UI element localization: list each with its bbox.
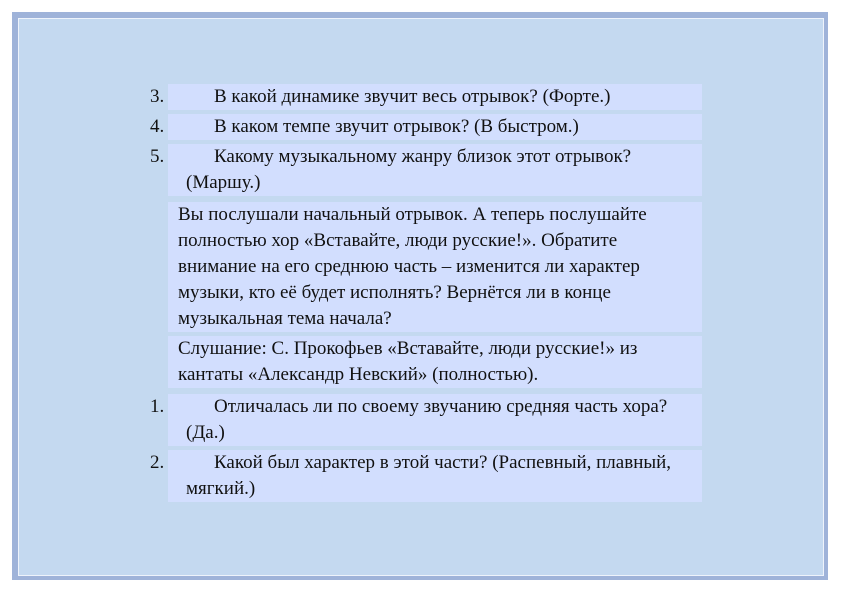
question-number: 1. [150,396,165,417]
question-text: Какой был характер в этой части? (Распевный, плавный, мягкий.) [186,452,672,499]
question-text: Какому музыкальному жанру близок этот отрывок? (Маршу.) [186,146,632,193]
intro-paragraph: Вы послушали начальный отрывок. А теперь послушайте полностью хор «Вставайте, люди русские!». Обратите внимание на его среднюю часть – изменится ли характер музыки, кто её будет исполнять? Вернётся ли в конце музыкальная тема начала? [168,202,702,332]
text-content-box [150,84,702,506]
question-text: В какой динамике звучит весь отрывок? (Форте.) [214,86,611,107]
question-item-5 [150,144,702,196]
question-number: 3. [150,86,165,107]
question-item-2 [150,450,702,502]
question-item-1 [150,394,702,446]
question-item-3 [150,84,702,110]
question-text: В каком темпе звучит отрывок? (В быстром.) [214,116,579,137]
listening-paragraph: Слушание: С. Прокофьев «Вставайте, люди русские!» из кантаты «Александр Невский» (полностью). [168,336,702,388]
question-text: Отличалась ли по своему звучанию средняя часть хора? (Да.) [186,396,668,443]
question-number: 5. [150,146,165,167]
question-number: 2. [150,452,165,473]
question-number: 4. [150,116,165,137]
question-item-4 [150,114,702,140]
